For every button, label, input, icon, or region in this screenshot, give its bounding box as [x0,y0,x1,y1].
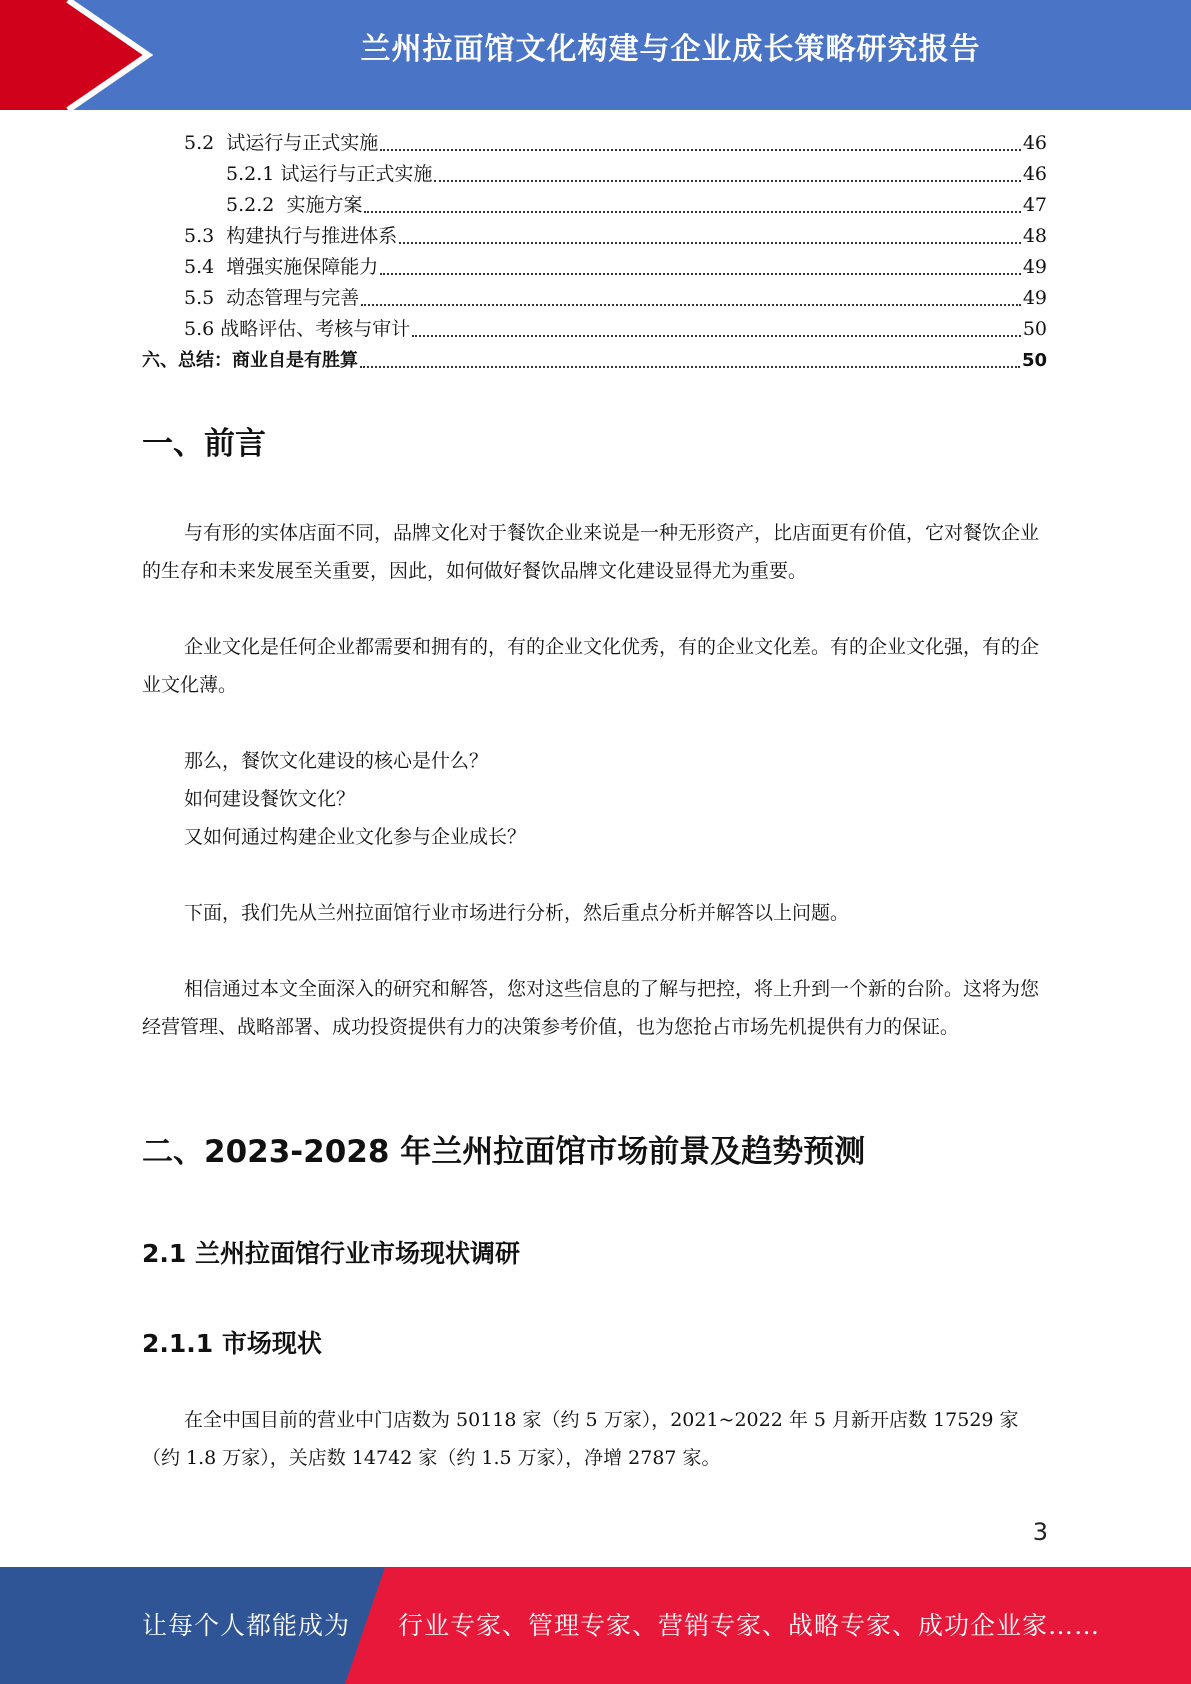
question-list [142,742,1047,856]
toc-entry-label: 试运行与正式实施 [274,163,433,185]
toc-entry[interactable] [142,221,1047,252]
toc-entry-label: 实施方案 [274,194,363,216]
toc-leader-dots [380,272,1021,275]
toc-entry-number: 5.5 [184,287,215,309]
toc-entry[interactable] [142,283,1047,314]
paragraph-text: 企业文化是任何企业都需要和拥有的，有的企业文化优秀，有的企业文化差。有的企业文化强，有的企业文化薄。 [142,636,1040,696]
toc-entry-number: 5.3 [184,225,215,247]
toc-entry-page: 46 [1022,163,1047,185]
page-number: 3 [1032,1518,1048,1546]
question-line: 又如何通过构建企业文化参与企业成长？ [184,826,527,848]
page-header [0,0,1191,110]
toc-entry-number: 5.2.2 [226,194,275,216]
page-footer [0,1567,1191,1684]
toc-entry-label: 试运行与正式实施 [214,132,379,154]
paragraph [142,514,1047,590]
footer-slogan-right: 行业专家、管理专家、营销专家、战略专家、成功企业家…… [398,1611,1101,1640]
toc-entry-page: 50 [1021,350,1047,371]
toc-entry[interactable] [142,252,1047,283]
toc-leader-dots [434,179,1020,182]
paragraph [142,628,1047,704]
toc-leader-dots [360,365,1020,368]
toc-entry-number: 5.2.1 [226,163,275,185]
paragraph [142,1401,1047,1477]
toc-entry[interactable] [142,159,1047,190]
toc-entry-page: 49 [1022,256,1047,278]
toc-leader-dots [399,241,1021,244]
toc-entry[interactable] [142,345,1047,376]
paragraph [142,970,1047,1046]
toc-entry-number: 5.4 [184,256,215,278]
toc-leader-dots [364,210,1020,213]
subsubsection-heading: 2.1.1 市场现状 [142,1329,322,1358]
section-heading-market-forecast: 二、2023-2028 年兰州拉面馆市场前景及趋势预测 [142,1134,866,1170]
paragraph-text: 在全中国目前的营业中门店数为 50118 家（约 5 万家），2021~2022 年 5 月新开店数 17529 家（约 1.8 万家），关店数 14742 家（约 1.5 万家），净增 2787 家。 [142,1409,1019,1469]
paragraph [142,894,1047,932]
toc-entry-label: 战略评估、考核与审计 [214,318,411,340]
toc-entry[interactable] [142,128,1047,159]
question-line: 那么，餐饮文化建设的核心是什么？ [184,750,489,772]
toc-entry-label: 构建执行与推进体系 [214,225,398,247]
toc-entry[interactable] [142,190,1047,221]
toc-entry-label: 增强实施保障能力 [214,256,379,278]
subsection-heading: 2.1 兰州拉面馆行业市场现状调研 [142,1239,520,1268]
toc-leader-dots [380,148,1021,151]
question-line: 如何建设餐饮文化？ [184,788,356,810]
toc-entry[interactable] [142,314,1047,345]
toc-entry-page: 48 [1022,225,1047,247]
toc-entry-page: 49 [1022,287,1047,309]
toc-entry-label: 动态管理与完善 [214,287,360,309]
section-heading-preface: 一、前言 [142,426,266,462]
toc-entry-number: 5.2 [184,132,215,154]
toc-leader-dots [412,334,1021,337]
paragraph-text: 相信通过本文全面深入的研究和解答，您对这些信息的了解与把控，将上升到一个新的台阶。这将为您经营管理、战略部署、成功投资提供有力的决策参考价值，也为您抢占市场先机提供有力的保证。 [142,978,1040,1038]
toc-entry-page: 46 [1022,132,1047,154]
paragraph-text: 下面，我们先从兰州拉面馆行业市场进行分析，然后重点分析并解答以上问题。 [184,902,850,924]
toc-entry-number: 5.6 [184,318,215,340]
toc-entry-label: 总结：商业自是有胜算 [178,350,358,371]
toc-entry-page: 50 [1022,318,1047,340]
header-title: 兰州拉面馆文化构建与企业成长策略研究报告 [360,32,981,67]
toc-entry-number: 六、 [142,350,178,371]
table-of-contents [142,128,1047,376]
footer-slogan-left: 让每个人都能成为 [142,1611,351,1640]
paragraph-text: 与有形的实体店面不同，品牌文化对于餐饮企业来说是一种无形资产，比店面更有价值，它对餐饮企业的生存和未来发展至关重要，因此，如何做好餐饮品牌文化建设显得尤为重要。 [142,522,1040,582]
toc-entry-page: 47 [1022,194,1047,216]
toc-leader-dots [361,303,1021,306]
header-arrow-graphic [0,0,160,110]
